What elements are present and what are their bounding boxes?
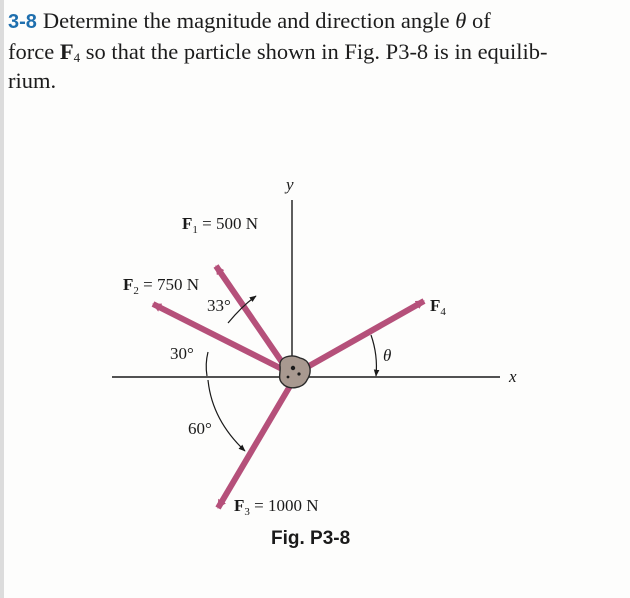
problem-text-of: of — [471, 8, 491, 33]
label-f3: $F_3 = 1000$ N — [234, 496, 319, 518]
x-axis-label: x — [509, 367, 517, 386]
y-axis-label: y — [286, 175, 294, 194]
particle-dot-3 — [287, 376, 290, 379]
force-f3-arrow — [218, 386, 290, 508]
force-f4-symbol: F — [59, 39, 74, 64]
label-f4: $F_4$ — [430, 296, 446, 318]
angle-arc-30 — [206, 352, 208, 376]
angle-arc-60 — [208, 380, 245, 451]
particle — [280, 356, 310, 388]
angle-label-theta: θ — [383, 346, 392, 365]
force-f4-subscript: 4 — [73, 50, 81, 65]
force-f4-arrow — [302, 301, 424, 370]
theta-symbol: θ — [455, 8, 467, 33]
problem-text-2: so that the particle shown in Fig. P3-8 is in equilib- — [85, 39, 548, 64]
problem-text-force: force — [8, 39, 55, 64]
particle-dot-1 — [291, 366, 295, 370]
label-f2: $F_2 = 750$ N — [123, 275, 200, 297]
figure-caption: Fig. P3-8 — [271, 528, 351, 549]
angle-label-33: 33° — [207, 296, 231, 315]
problem-number: 3-8 — [8, 11, 37, 33]
label-f1: $F_1 = 500$ N — [182, 214, 259, 236]
problem-text-3: rium. — [8, 68, 57, 93]
particle-dot-2 — [297, 372, 300, 375]
problem-text-1: Determine the magnitude and direction angle — [42, 8, 450, 33]
angle-label-60: 60° — [188, 419, 212, 438]
angle-arc-theta — [371, 335, 376, 376]
angle-label-30: 30° — [170, 344, 194, 363]
